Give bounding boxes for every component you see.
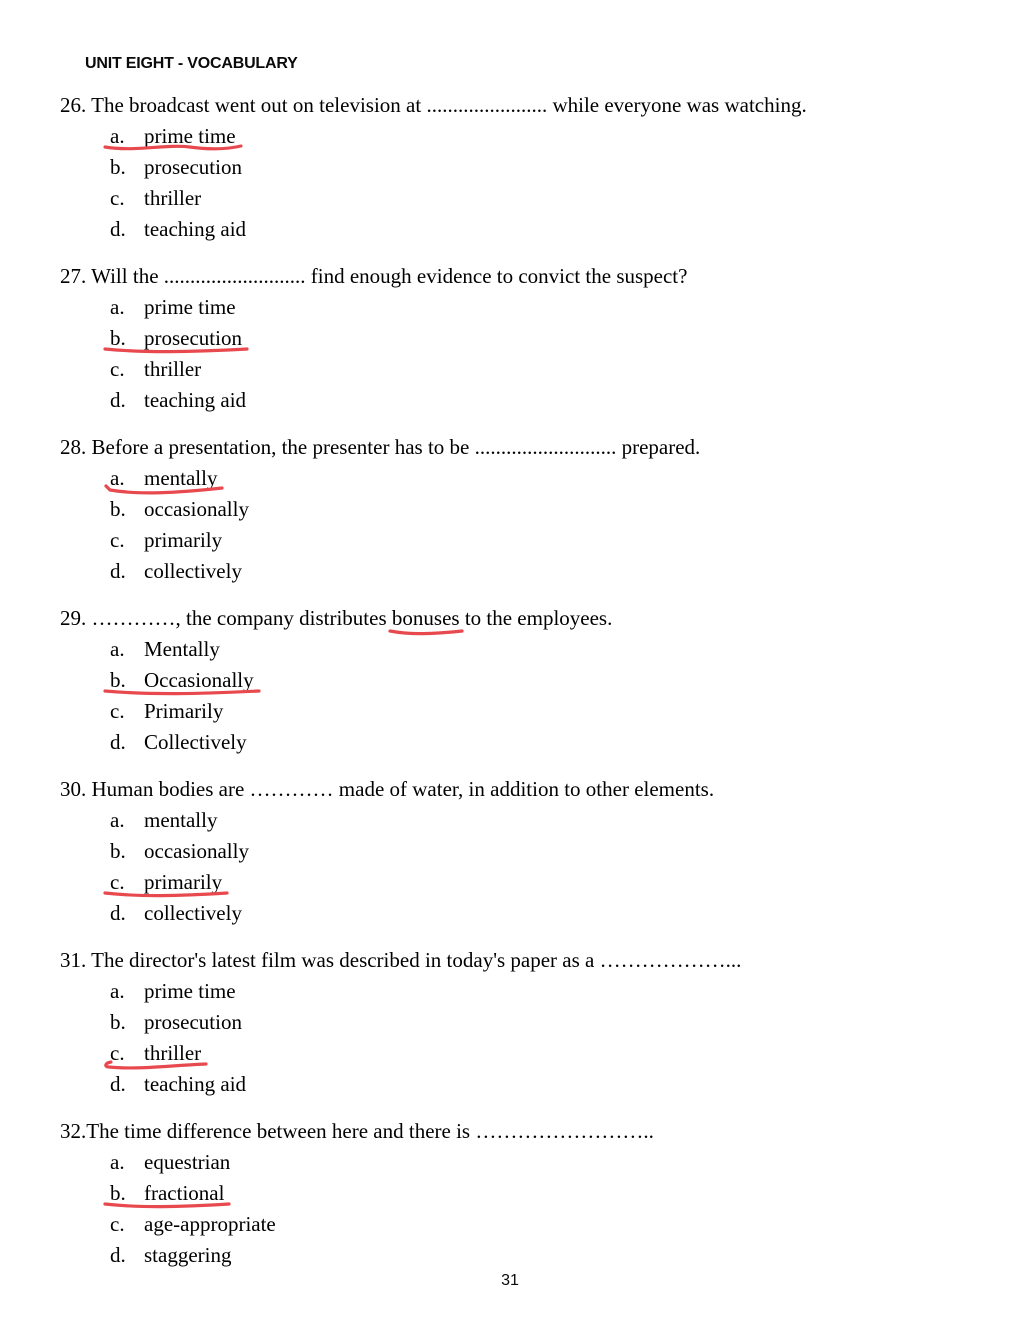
- option-letter: c.: [110, 1041, 125, 1065]
- option-letter: b.: [110, 668, 126, 692]
- option-text: teaching aid: [144, 388, 247, 412]
- option-letter: d.: [110, 730, 126, 754]
- option-row: [60, 385, 970, 416]
- option-letter: a.: [110, 295, 125, 319]
- option-letter: c.: [110, 699, 125, 723]
- question-number: 28.: [60, 435, 87, 459]
- option-text: equestrian: [144, 1150, 231, 1174]
- option-letter: b.: [110, 839, 126, 863]
- options-list: [60, 976, 970, 1100]
- question-body: …………, the company distributes: [86, 606, 392, 630]
- option-letter: a.: [110, 466, 125, 490]
- question-number: 31.: [60, 948, 87, 972]
- option-row: [60, 214, 970, 245]
- options-list: [60, 121, 970, 245]
- option-text: Primarily: [144, 699, 224, 723]
- questions-list: [60, 90, 970, 1287]
- option-row: [60, 1240, 970, 1271]
- question-number: 30.: [60, 777, 87, 801]
- option-text: fractional: [144, 1181, 225, 1205]
- option-row: [60, 696, 970, 727]
- question-number: 29.: [60, 606, 87, 630]
- option-row: [60, 665, 970, 696]
- question-block: [60, 945, 970, 1100]
- page-number: 31: [501, 1272, 519, 1289]
- option-text: thriller: [144, 357, 202, 381]
- option-row: [60, 323, 970, 354]
- options-list: [60, 805, 970, 929]
- option-letter: d.: [110, 217, 126, 241]
- option-text: age-appropriate: [144, 1212, 276, 1236]
- option-text: primarily: [144, 528, 223, 552]
- options-list: [60, 634, 970, 758]
- option-row: [60, 1007, 970, 1038]
- option-text: collectively: [144, 559, 242, 583]
- option-row: [60, 836, 970, 867]
- option-row: [60, 634, 970, 665]
- option-row: [60, 1209, 970, 1240]
- option-letter: a.: [110, 637, 125, 661]
- option-row: [60, 1069, 970, 1100]
- question-text: [60, 1116, 970, 1147]
- question-text: [60, 774, 970, 805]
- question-block: [60, 432, 970, 587]
- option-letter: b.: [110, 497, 126, 521]
- option-row: [60, 183, 970, 214]
- option-letter: d.: [110, 1072, 126, 1096]
- option-letter: c.: [110, 1212, 125, 1236]
- option-row: [60, 463, 970, 494]
- option-text: prime time: [144, 979, 236, 1003]
- question-number: 26.: [60, 93, 87, 117]
- options-list: [60, 463, 970, 587]
- option-text: staggering: [144, 1243, 232, 1267]
- option-text: Collectively: [144, 730, 247, 754]
- option-text: Occasionally: [144, 668, 254, 692]
- question-body: The broadcast went out on television at ....................... while everyone was watching.: [86, 93, 807, 117]
- option-letter: d.: [110, 388, 126, 412]
- question-number: 32.: [60, 1119, 87, 1143]
- option-row: [60, 556, 970, 587]
- option-text: prime time: [144, 295, 236, 319]
- option-text: primarily: [144, 870, 223, 894]
- question-number: 27.: [60, 264, 87, 288]
- option-letter: c.: [110, 357, 125, 381]
- option-text: thriller: [144, 1041, 202, 1065]
- option-row: [60, 1038, 970, 1069]
- question-body: The time difference between here and there is ……………………..: [86, 1119, 654, 1143]
- option-row: [60, 867, 970, 898]
- option-text: teaching aid: [144, 1072, 247, 1096]
- option-letter: d.: [110, 901, 126, 925]
- question-body: The director's latest film was described in today's paper as a ………………...: [86, 948, 742, 972]
- question-block: [60, 774, 970, 929]
- question-body: Human bodies are ………… made of water, in addition to other elements.: [86, 777, 715, 801]
- option-text: Mentally: [144, 637, 220, 661]
- option-letter: b.: [110, 1181, 126, 1205]
- option-text: occasionally: [144, 497, 249, 521]
- option-text: occasionally: [144, 839, 249, 863]
- options-list: [60, 292, 970, 416]
- question-block: [60, 1116, 970, 1271]
- question-block: [60, 603, 970, 758]
- option-letter: c.: [110, 528, 125, 552]
- question-block: [60, 90, 970, 245]
- option-letter: d.: [110, 559, 126, 583]
- question-text: [60, 603, 970, 634]
- option-row: [60, 354, 970, 385]
- option-letter: c.: [110, 186, 125, 210]
- option-row: [60, 1147, 970, 1178]
- option-row: [60, 805, 970, 836]
- option-letter: c.: [110, 870, 125, 894]
- question-marked-word: bonuses: [392, 603, 460, 634]
- option-letter: b.: [110, 326, 126, 350]
- option-row: [60, 1178, 970, 1209]
- question-block: [60, 261, 970, 416]
- option-text: prime time: [144, 124, 236, 148]
- page-header-title: UNIT EIGHT - VOCABULARY: [85, 55, 298, 72]
- question-text: [60, 945, 970, 976]
- option-text: collectively: [144, 901, 242, 925]
- option-text: mentally: [144, 466, 218, 490]
- question-text: [60, 261, 970, 292]
- question-text: [60, 432, 970, 463]
- question-body-after: to the employees.: [459, 606, 613, 630]
- option-letter: a.: [110, 979, 125, 1003]
- option-row: [60, 494, 970, 525]
- option-text: teaching aid: [144, 217, 247, 241]
- question-body: Before a presentation, the presenter has to be ........................... prepared.: [86, 435, 701, 459]
- option-text: thriller: [144, 186, 202, 210]
- option-row: [60, 727, 970, 758]
- option-row: [60, 525, 970, 556]
- option-text: prosecution: [144, 326, 242, 350]
- option-letter: b.: [110, 155, 126, 179]
- option-row: [60, 898, 970, 929]
- option-row: [60, 152, 970, 183]
- question-body: Will the ........................... find enough evidence to convict the suspect?: [86, 264, 688, 288]
- option-letter: b.: [110, 1010, 126, 1034]
- question-text: [60, 90, 970, 121]
- option-text: mentally: [144, 808, 218, 832]
- option-letter: a.: [110, 1150, 125, 1174]
- option-letter: a.: [110, 808, 125, 832]
- option-row: [60, 292, 970, 323]
- options-list: [60, 1147, 970, 1271]
- option-row: [60, 121, 970, 152]
- option-letter: d.: [110, 1243, 126, 1267]
- option-text: prosecution: [144, 155, 242, 179]
- option-text: prosecution: [144, 1010, 242, 1034]
- option-row: [60, 976, 970, 1007]
- option-letter: a.: [110, 124, 125, 148]
